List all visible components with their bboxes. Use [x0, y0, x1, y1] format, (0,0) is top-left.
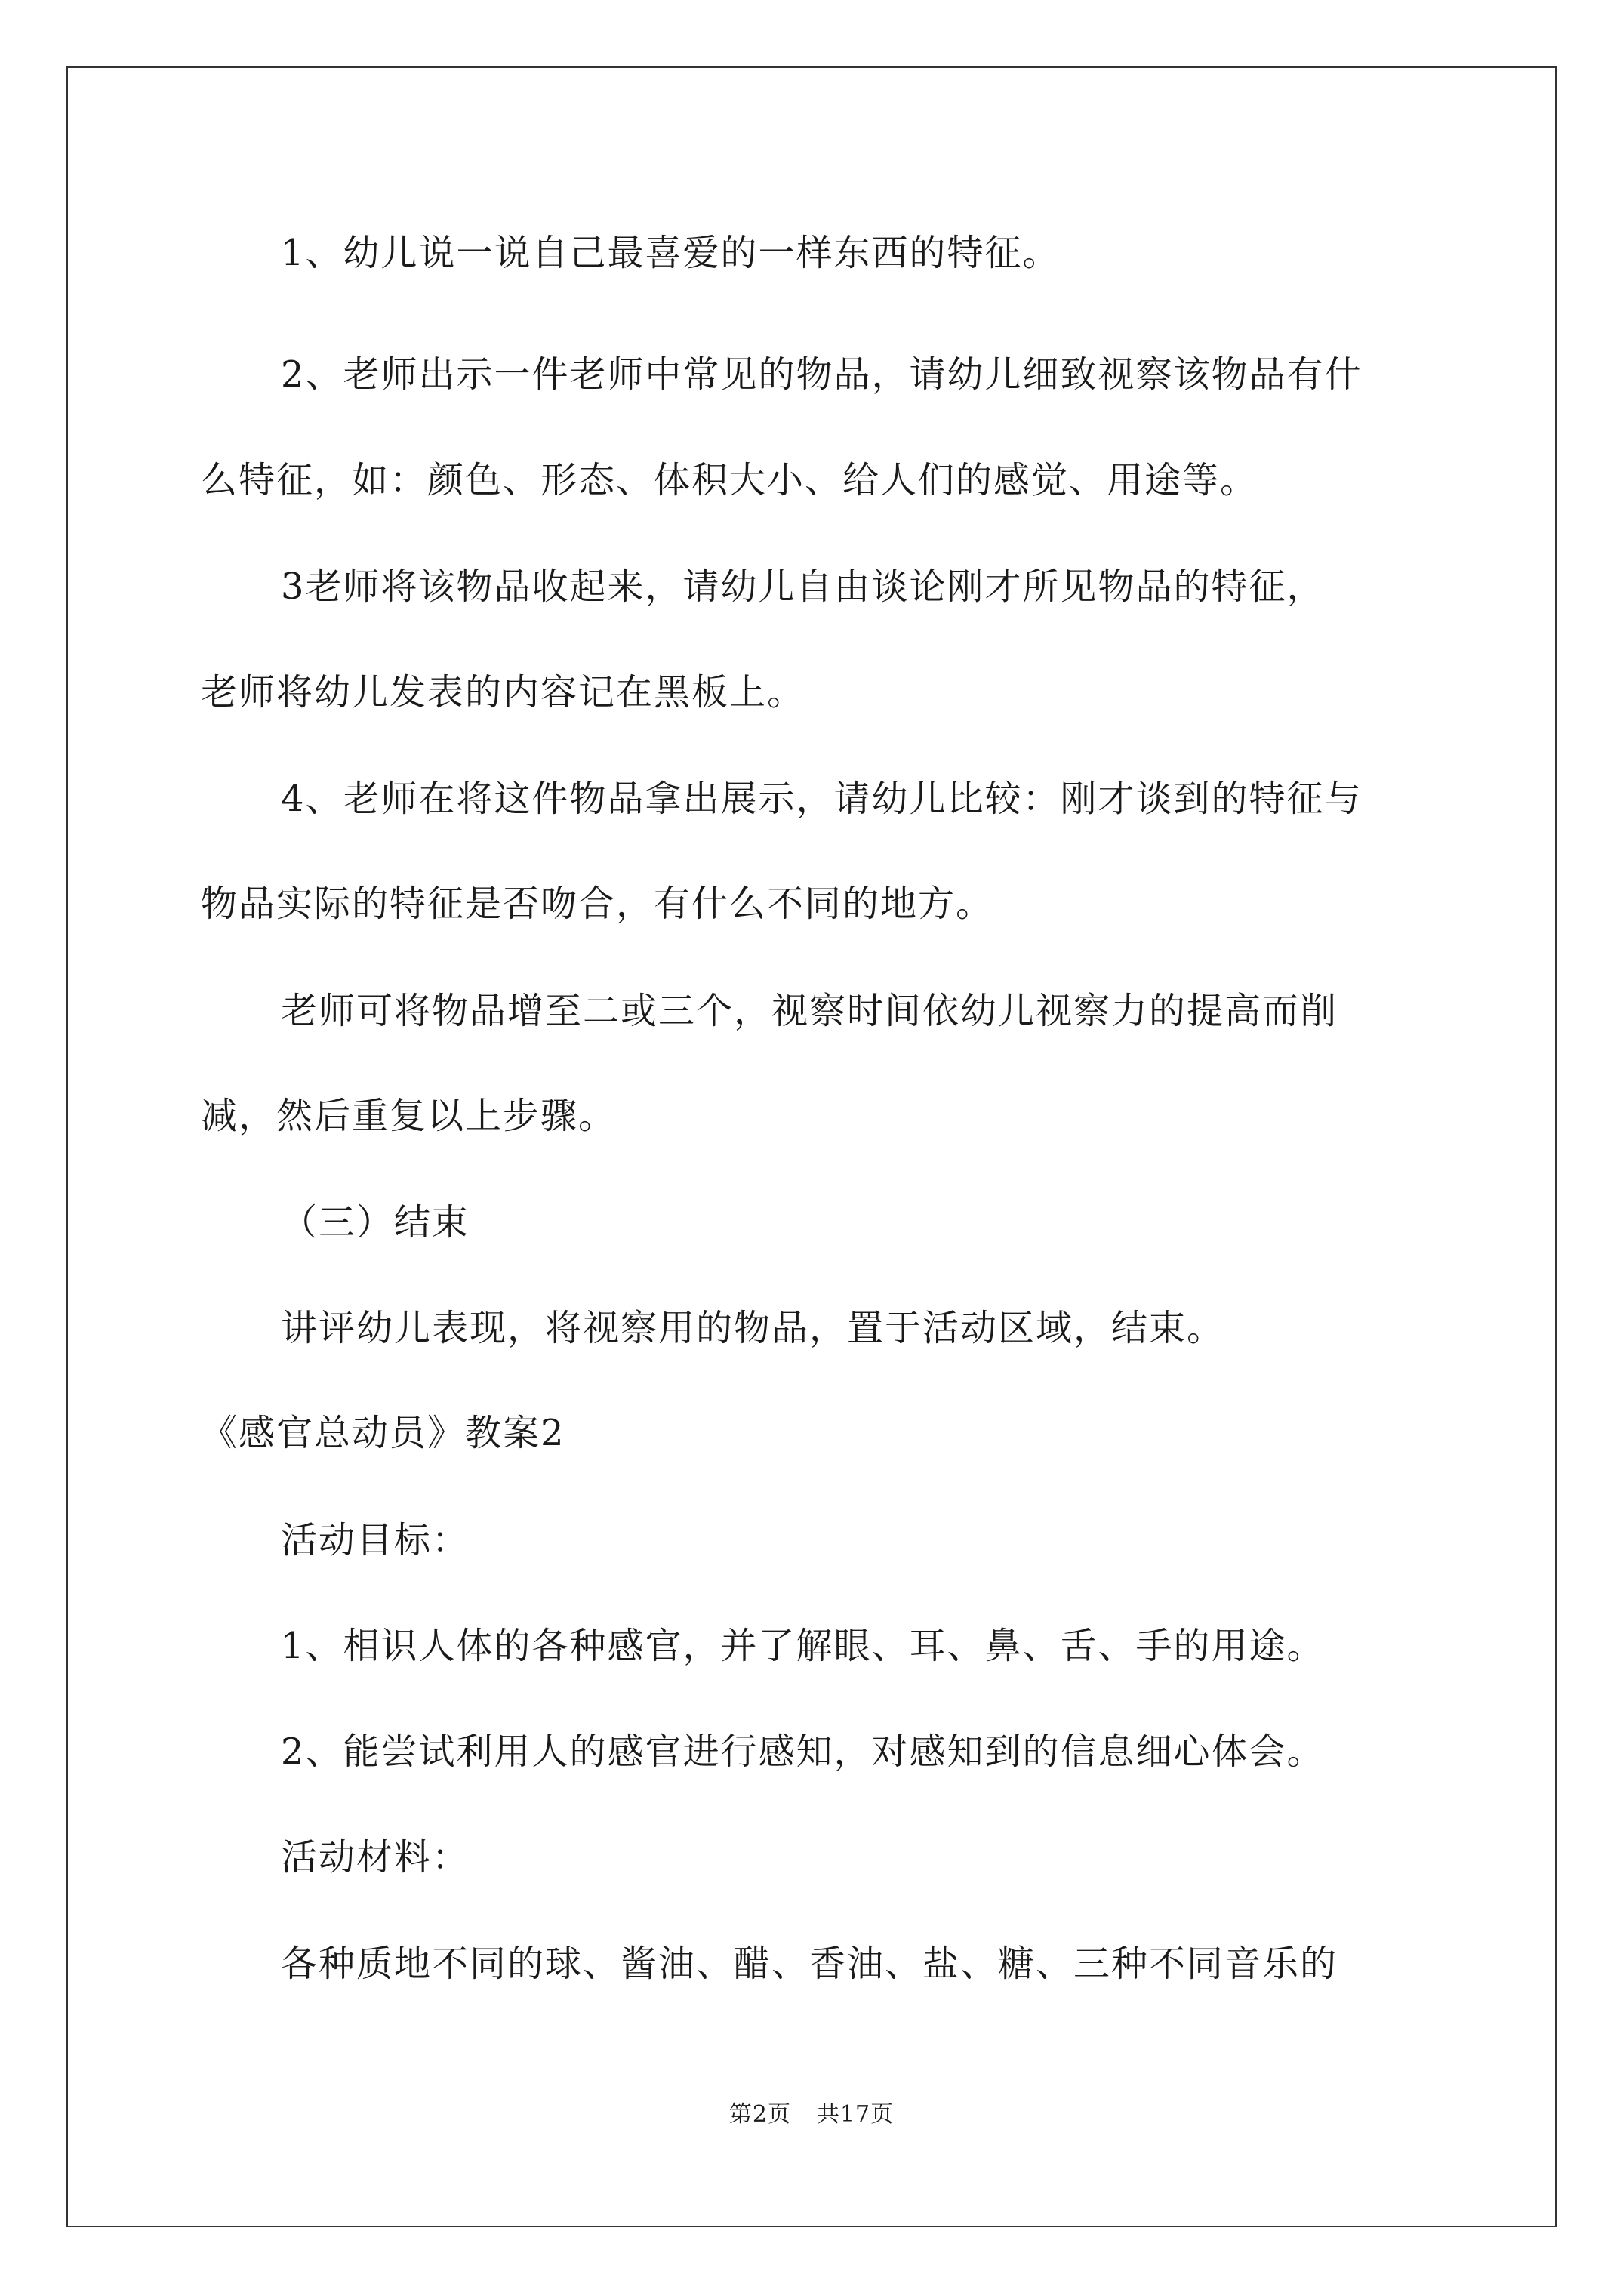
section-heading: （三）结束	[281, 1201, 470, 1244]
paragraph-line: 2、能尝试利用人的感官进行感知，对感知到的信息细心体会。	[281, 1730, 1325, 1773]
paragraph-line: 1、幼儿说一说自己最喜爱的一样东西的特征。	[281, 232, 1061, 274]
page-number: 第2页	[728, 2101, 791, 2128]
section-heading: 活动材料：	[281, 1836, 470, 1878]
paragraph-line: 2、老师出示一件老师中常见的物品，请幼儿细致视察该物品有什	[281, 353, 1363, 396]
document-title: 《感官总动员》教案2	[201, 1412, 565, 1454]
paragraph-line: 老师可将物品增至二或三个，视察时间依幼儿视察力的提高而削	[281, 990, 1338, 1032]
paragraph-line: 讲评幼儿表现，将视察用的物品，置于活动区域，结束。	[281, 1307, 1225, 1349]
total-pages: 共17页	[816, 2101, 895, 2128]
paragraph-line: 么特征，如：颜色、形态、体积大小、给人们的感觉、用途等。	[201, 459, 1258, 501]
section-heading: 活动目标：	[281, 1519, 470, 1561]
paragraph-line: 1、相识人体的各种感官，并了解眼、耳、鼻、舌、手的用途。	[281, 1625, 1325, 1667]
paragraph-line: 各种质地不同的球、酱油、醋、香油、盐、糖、三种不同音乐的	[281, 1943, 1338, 1985]
paragraph-line: 3老师将该物品收起来，请幼儿自由谈论刚才所见物品的特征，	[281, 566, 1325, 608]
page-footer	[0, 2101, 1623, 2128]
paragraph-line: 减，然后重复以上步骤。	[201, 1095, 617, 1137]
paragraph-line: 物品实际的特征是否吻合，有什么不同的地方。	[201, 883, 994, 925]
paragraph-line: 4、老师在将这件物品拿出展示，请幼儿比较：刚才谈到的特征与	[281, 778, 1363, 820]
paragraph-line: 老师将幼儿发表的内容记在黑板上。	[201, 671, 805, 713]
